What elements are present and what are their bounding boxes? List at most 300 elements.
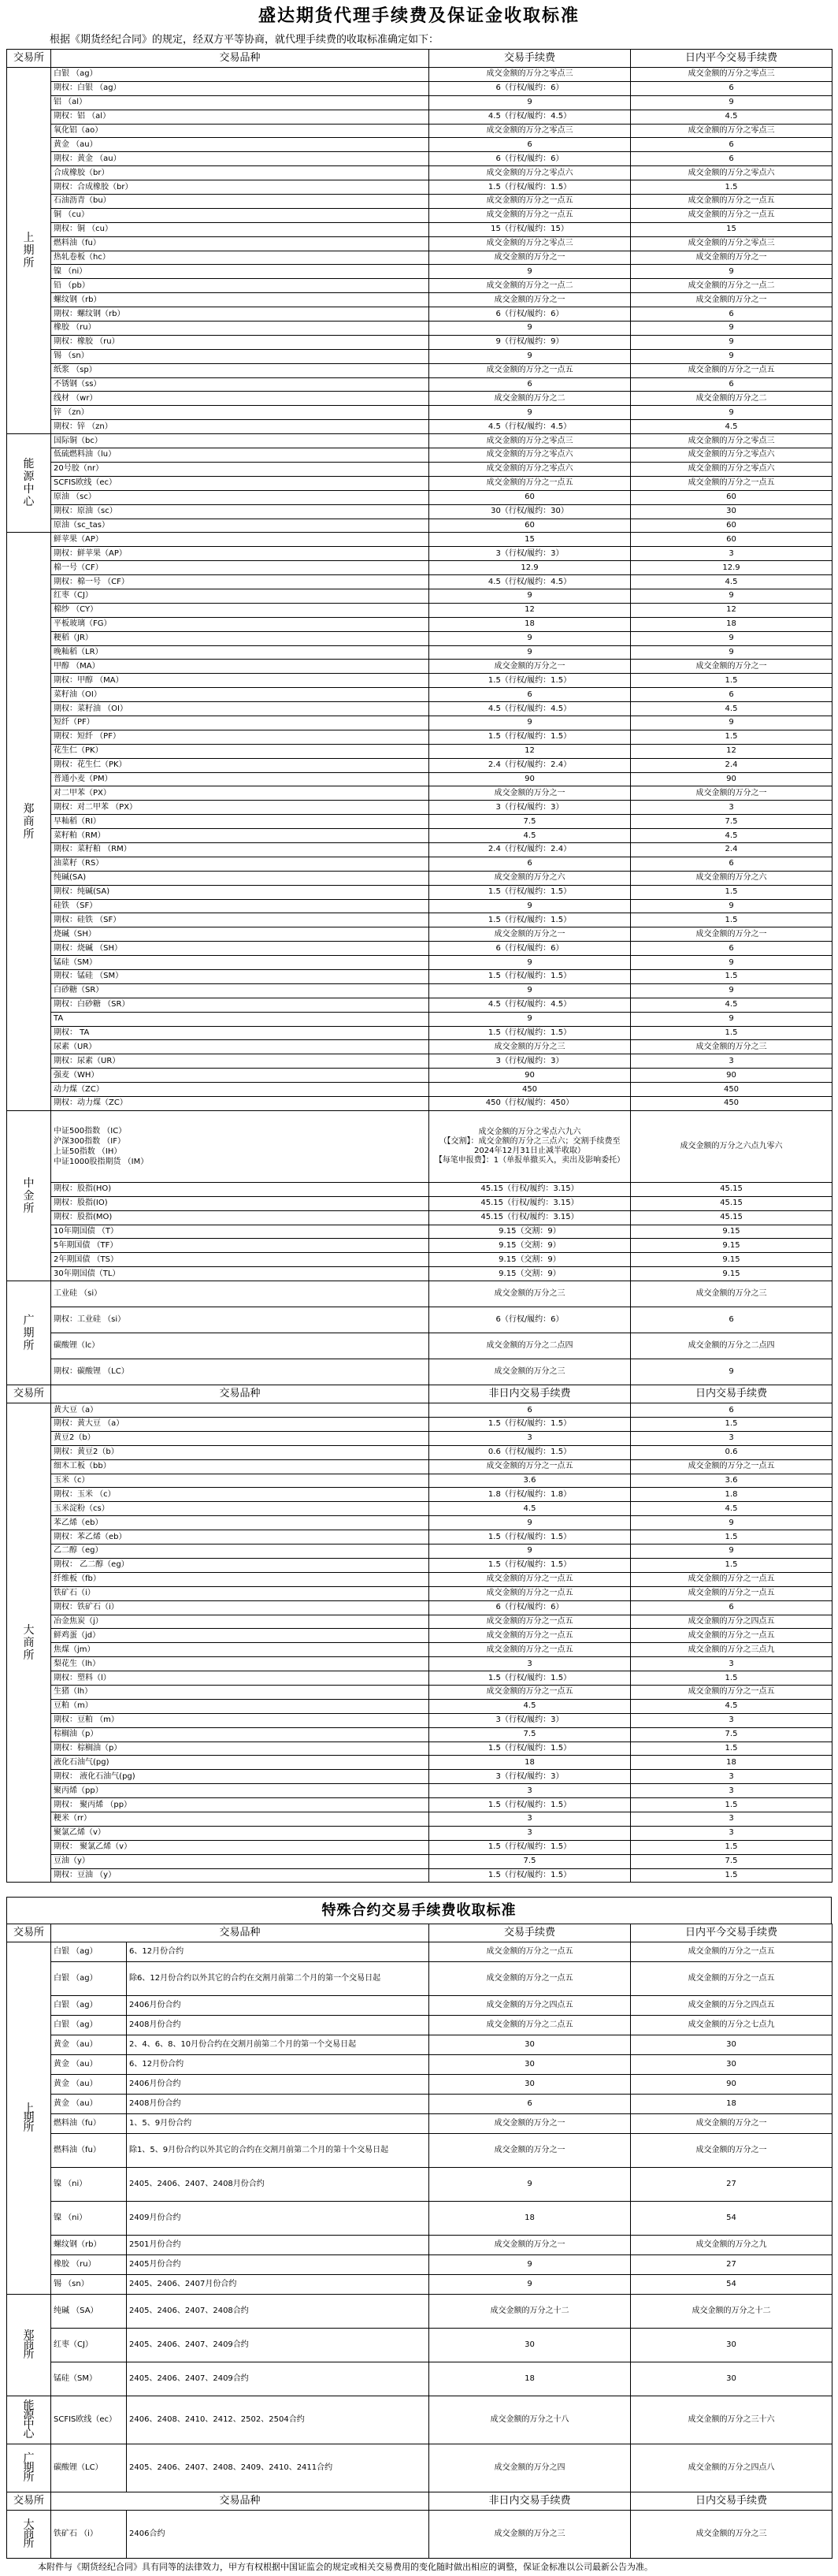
fee-cell: 1.8（行权/履约：1.8） bbox=[429, 1488, 631, 1502]
fee-cell: 成交金额的万分之一点五 bbox=[429, 195, 631, 209]
product-cell: 菜籽油（OI） bbox=[51, 688, 429, 702]
intraday-fee-cell: 1.5 bbox=[631, 180, 832, 195]
fee-cell: 1.5（行权/履约：1.5） bbox=[429, 1671, 631, 1686]
table-row bbox=[7, 1996, 832, 2016]
intraday-fee-cell: 30 bbox=[631, 2329, 832, 2362]
fee-cell: 成交金额的万分之一点五 bbox=[429, 1629, 631, 1643]
intraday-fee-cell: 成交金额的万分之四点五 bbox=[631, 1996, 832, 2016]
intraday-fee-cell: 27 bbox=[631, 2168, 832, 2202]
fee-cell: 3 bbox=[429, 1784, 631, 1798]
intraday-fee-cell: 3 bbox=[631, 1784, 832, 1798]
intraday-fee-cell: 3 bbox=[631, 547, 832, 561]
product-cell: 碳酸锂（lc） bbox=[51, 1333, 429, 1359]
table-row bbox=[7, 152, 832, 166]
product-cell: 期权：烧碱 （SH） bbox=[51, 942, 429, 956]
fee-cell: 45.15（行权/履约：3.15） bbox=[429, 1182, 631, 1196]
contract-cell: 2405、2406、2407、2409合约 bbox=[127, 2329, 429, 2362]
fee-cell: 18 bbox=[429, 617, 631, 631]
product-cell: 平板玻璃（FG） bbox=[51, 617, 429, 631]
product-cell: 花生仁（PK） bbox=[51, 744, 429, 758]
intraday-fee-cell: 1.5 bbox=[631, 1741, 832, 1756]
product-cell: 铅 （pb） bbox=[51, 279, 429, 293]
table-row bbox=[7, 829, 832, 843]
intraday-fee-cell: 成交金额的万分之一点五 bbox=[631, 1942, 832, 1962]
intraday-fee-cell: 3 bbox=[631, 1826, 832, 1840]
table-row bbox=[7, 293, 832, 307]
table-row bbox=[7, 1040, 832, 1054]
intraday-fee-cell: 成交金额的万分之七点九 bbox=[631, 2016, 832, 2035]
product-cell: 热轧卷板（hc） bbox=[51, 251, 429, 265]
table-row bbox=[7, 1558, 832, 1572]
product-cell: 期权：对二甲苯 （PX） bbox=[51, 801, 429, 815]
table-row bbox=[7, 180, 832, 195]
fee-cell: 6 bbox=[429, 138, 631, 152]
intraday-fee-cell: 成交金额的万分之一点五 bbox=[631, 1586, 832, 1600]
fee-cell: 4.5 bbox=[429, 1502, 631, 1516]
product-cell: 甲醇 （MA） bbox=[51, 660, 429, 674]
intraday-fee-cell: 1.5 bbox=[631, 1840, 832, 1854]
fee-cell: 成交金额的万分之一 bbox=[429, 293, 631, 307]
header-intraday: 日内平今交易手续费 bbox=[631, 1924, 832, 1942]
intraday-fee-cell: 成交金额的万分之一点五 bbox=[631, 1629, 832, 1643]
intraday-fee-cell: 6 bbox=[631, 138, 832, 152]
product-cell: 原油（sc_tas） bbox=[51, 519, 429, 533]
fee-cell: 成交金额的万分之一点五 bbox=[429, 1459, 631, 1474]
product-cell: 国际铜（bc） bbox=[51, 434, 429, 448]
fee-cell: 成交金额的万分之零点六 bbox=[429, 462, 631, 476]
fee-cell: 成交金额的万分之一 bbox=[429, 927, 631, 942]
table-row bbox=[7, 688, 832, 702]
page-title: 盛达期货代理手续费及保证金收取标准 bbox=[258, 6, 580, 26]
exchange-cell: 能 源 中 心 bbox=[7, 2396, 51, 2444]
table-row bbox=[7, 575, 832, 589]
product-cell: 冶金焦炭（j） bbox=[51, 1615, 429, 1629]
intraday-fee-cell: 1.8 bbox=[631, 1488, 832, 1502]
table-row bbox=[7, 2114, 832, 2134]
intraday-fee-cell: 成交金额的万分之一 bbox=[631, 660, 832, 674]
table-row bbox=[7, 349, 832, 363]
product-cell: 锰硅（SM） bbox=[51, 956, 429, 970]
fee-cell: 成交金额的万分之零点六 bbox=[429, 166, 631, 180]
fee-cell: 9 bbox=[429, 716, 631, 730]
intraday-fee-cell: 18 bbox=[631, 2095, 832, 2114]
table-row bbox=[7, 645, 832, 660]
table-row bbox=[7, 1474, 832, 1488]
product-cell: 期权：白砂糖 （SR） bbox=[51, 998, 429, 1012]
product-cell: 螺纹钢（rb） bbox=[51, 293, 429, 307]
table-row bbox=[7, 195, 832, 209]
exchange-cell: 能 源 中 心 bbox=[7, 434, 51, 533]
fee-cell: 成交金额的万分之三 bbox=[429, 1040, 631, 1054]
table-row bbox=[7, 942, 832, 956]
intraday-fee-cell: 27 bbox=[631, 2255, 832, 2275]
intraday-fee-cell: 9 bbox=[631, 631, 832, 645]
product-cell: 棉纱 （CY） bbox=[51, 603, 429, 617]
intraday-fee-cell: 6 bbox=[631, 942, 832, 956]
exchange-cell: 郑 商 所 bbox=[7, 2295, 51, 2396]
table-row bbox=[7, 1685, 832, 1699]
fee-cell: 成交金额的万分之一点五 bbox=[429, 476, 631, 490]
product-cell: 期权：铝 （al） bbox=[51, 110, 429, 124]
table-row bbox=[7, 68, 832, 82]
intraday-fee-cell: 4.5 bbox=[631, 1502, 832, 1516]
table-row bbox=[7, 236, 832, 251]
product-cell: 线材 （wr） bbox=[51, 392, 429, 406]
table-row bbox=[7, 1530, 832, 1544]
fee-cell: 9 bbox=[429, 645, 631, 660]
fee-cell: 6 bbox=[429, 2095, 631, 2114]
product-cell: 工业硅 （si） bbox=[51, 1281, 429, 1307]
table-row bbox=[7, 871, 832, 885]
table-row bbox=[7, 322, 832, 336]
intraday-fee-cell: 6 bbox=[631, 688, 832, 702]
fee-cell: 成交金额的万分之二点五 bbox=[429, 2016, 631, 2035]
fee-cell: 6 bbox=[429, 1403, 631, 1418]
intraday-fee-cell: 45.15 bbox=[631, 1182, 832, 1196]
fee-cell: 3（行权/履约：3） bbox=[429, 801, 631, 815]
product-cell: 石油沥青（bu） bbox=[51, 195, 429, 209]
fee-cell: 9 bbox=[429, 349, 631, 363]
intraday-fee-cell: 18 bbox=[631, 617, 832, 631]
table-row bbox=[7, 462, 832, 476]
fee-cell: 15（行权/履约：15） bbox=[429, 222, 631, 236]
contract-cell: 2406月份合约 bbox=[127, 1996, 429, 2016]
product-cell: 锰硅（SM） bbox=[51, 2362, 127, 2396]
exchange-cell: 郑 商 所 bbox=[7, 533, 51, 1111]
product-cell: 镍 （ni） bbox=[51, 2202, 127, 2236]
intraday-fee-cell: 成交金额的万分之一点五 bbox=[631, 1459, 832, 1474]
table-row bbox=[7, 1083, 832, 1097]
product-cell: SCFIS欧线（ec） bbox=[51, 2396, 127, 2444]
product-cell: 纯碱 （SA） bbox=[51, 2295, 127, 2329]
table-header-row bbox=[7, 1385, 832, 1403]
product-cell: 动力煤（ZC） bbox=[51, 1083, 429, 1097]
intraday-fee-cell: 7.5 bbox=[631, 1727, 832, 1741]
intraday-fee-cell: 0.6 bbox=[631, 1445, 832, 1459]
product-cell: 镍 （ni） bbox=[51, 265, 429, 279]
intraday-fee-cell: 4.5 bbox=[631, 575, 832, 589]
product-cell: 锡 （sn） bbox=[51, 2275, 127, 2295]
fee-cell: 成交金额的万分之一 bbox=[429, 251, 631, 265]
product-cell: 锌 （zn） bbox=[51, 406, 429, 420]
table-row bbox=[7, 1643, 832, 1657]
table-row bbox=[7, 1431, 832, 1445]
table-row bbox=[7, 744, 832, 758]
fee-cell: 1.5（行权/履约：1.5） bbox=[429, 1840, 631, 1854]
contract-cell: 除1、5、9月份合约以外其它的合约在交割月前第二个月的第十个交易日起 bbox=[127, 2134, 429, 2168]
fee-cell: 9 bbox=[429, 589, 631, 603]
product-cell: 早籼稻（RI） bbox=[51, 815, 429, 829]
fee-cell: 7.5 bbox=[429, 1854, 631, 1868]
table-row bbox=[7, 2134, 832, 2168]
table-row bbox=[7, 1403, 832, 1418]
fee-cell: 4.5 bbox=[429, 829, 631, 843]
table-row bbox=[7, 1544, 832, 1559]
contract-cell: 2409月份合约 bbox=[127, 2202, 429, 2236]
intraday-fee-cell: 成交金额的万分之四点八 bbox=[631, 2444, 832, 2492]
table-row bbox=[7, 2295, 832, 2329]
intraday-fee-cell: 1.5 bbox=[631, 885, 832, 899]
exchange-cell: 广 期 所 bbox=[7, 2444, 51, 2492]
table-row bbox=[7, 1026, 832, 1040]
product-cell: 期权：铁矿石（i） bbox=[51, 1600, 429, 1615]
index-product: 上证50指数 （IH） bbox=[54, 1147, 122, 1156]
index-product: 沪深300指数 （IF） bbox=[54, 1136, 125, 1146]
intraday-fee-cell: 1.5 bbox=[631, 1418, 832, 1432]
table-row bbox=[7, 406, 832, 420]
table-row bbox=[7, 970, 832, 984]
table-row bbox=[7, 265, 832, 279]
table-row bbox=[7, 2329, 832, 2362]
table-row bbox=[7, 885, 832, 899]
product-cell: 期权：碳酸锂 （LC） bbox=[51, 1359, 429, 1385]
intraday-fee-cell: 成交金额的万分之一 bbox=[631, 786, 832, 801]
fee-cell: 2.4（行权/履约：2.4） bbox=[429, 758, 631, 772]
contract-cell: 2501月份合约 bbox=[127, 2236, 429, 2255]
table-row bbox=[7, 335, 832, 349]
product-cell: 期权：工业硅 （si） bbox=[51, 1307, 429, 1333]
product-cell: 期权：合成橡胶（br） bbox=[51, 180, 429, 195]
product-cell: 豆粕（m） bbox=[51, 1699, 429, 1713]
fee-cell: 成交金额的万分之十二 bbox=[429, 2295, 631, 2329]
exchange-cell: 广 期 所 bbox=[7, 1281, 51, 1385]
fee-cell: 9 bbox=[429, 1516, 631, 1530]
product-cell: 红枣（CJ） bbox=[51, 589, 429, 603]
product-cell: 普通小麦（PM） bbox=[51, 772, 429, 786]
intraday-fee-cell: 成交金额的万分之一 bbox=[631, 293, 832, 307]
product-cell: 白银 （ag） bbox=[51, 1942, 127, 1962]
table-row bbox=[7, 1840, 832, 1854]
product-cell: 氧化铝（ao） bbox=[51, 124, 429, 138]
intraday-fee-cell: 9 bbox=[631, 349, 832, 363]
intraday-fee-cell: 4.5 bbox=[631, 702, 832, 716]
main-table-body bbox=[7, 68, 832, 1883]
fee-cell: 30 bbox=[429, 2329, 631, 2362]
fee-cell: 1.5（行权/履约：1.5） bbox=[429, 1741, 631, 1756]
intraday-fee-cell: 54 bbox=[631, 2202, 832, 2236]
intraday-fee-cell: 9 bbox=[631, 1359, 832, 1385]
table-row bbox=[7, 222, 832, 236]
header-fee: 交易手续费 bbox=[429, 50, 631, 68]
intraday-fee-cell: 3 bbox=[631, 1770, 832, 1784]
fee-cell: 9.15（交割：9） bbox=[429, 1267, 631, 1281]
table-row bbox=[7, 504, 832, 519]
fee-cell: 4.5（行权/履约：4.5） bbox=[429, 702, 631, 716]
product-cell: 豆油（y） bbox=[51, 1854, 429, 1868]
product-cell: 期权：苯乙烯（eb） bbox=[51, 1530, 429, 1544]
intraday-fee-cell: 6 bbox=[631, 377, 832, 392]
intraday-fee-cell: 3 bbox=[631, 801, 832, 815]
table-row bbox=[7, 2095, 832, 2114]
intraday-fee-cell: 12 bbox=[631, 744, 832, 758]
product-cell: 白银 （ag） bbox=[51, 1962, 127, 1996]
fee-cell: 9.15（交割：9） bbox=[429, 1253, 631, 1267]
intraday-fee-cell: 1.5 bbox=[631, 1530, 832, 1544]
header-fee: 交易手续费 bbox=[429, 1924, 631, 1942]
fee-cell: 1.5（行权/履约：1.5） bbox=[429, 885, 631, 899]
table-row bbox=[7, 1586, 832, 1600]
table-row bbox=[7, 758, 832, 772]
product-cell: 期权：动力煤（ZC） bbox=[51, 1097, 429, 1111]
product-cell: 聚丙烯（pp） bbox=[51, 1784, 429, 1798]
intraday-fee-cell: 成交金额的万分之六点九零六 bbox=[631, 1110, 832, 1182]
product-cell: 油菜籽（RS） bbox=[51, 857, 429, 871]
intraday-fee-cell: 4.5 bbox=[631, 110, 832, 124]
table-row bbox=[7, 702, 832, 716]
table-row bbox=[7, 1713, 832, 1727]
intraday-fee-cell: 成交金额的万分之一 bbox=[631, 927, 832, 942]
table-row bbox=[7, 1418, 832, 1432]
index-product: 中证1000股指期货 （IM） bbox=[54, 1157, 149, 1166]
table-row bbox=[7, 1600, 832, 1615]
table-row bbox=[7, 617, 832, 631]
intraday-fee-cell: 9 bbox=[631, 589, 832, 603]
intraday-fee-cell: 9 bbox=[631, 406, 832, 420]
fee-cell: 90 bbox=[429, 772, 631, 786]
intraday-fee-cell: 成交金额的万分之二 bbox=[631, 392, 832, 406]
product-cell: 液化石油气(pg) bbox=[51, 1756, 429, 1770]
fee-cell: 18 bbox=[429, 2202, 631, 2236]
fee-cell: 成交金额的万分之零点三 bbox=[429, 236, 631, 251]
table-row bbox=[7, 519, 832, 533]
fee-cell: 3 bbox=[429, 1826, 631, 1840]
fee-cell: 12.9 bbox=[429, 561, 631, 575]
intraday-fee-cell: 9 bbox=[631, 322, 832, 336]
fee-cell: 成交金额的万分之四点五 bbox=[429, 1996, 631, 2016]
product-cell: 2年期国债 （TS） bbox=[51, 1253, 429, 1267]
header-product: 交易品种 bbox=[51, 1385, 429, 1403]
product-cell: 期权：塑料（l） bbox=[51, 1671, 429, 1686]
intraday-fee-cell: 450 bbox=[631, 1097, 832, 1111]
intraday-fee-cell: 45.15 bbox=[631, 1196, 832, 1210]
fee-cell: 成交金额的万分之一点五 bbox=[429, 1685, 631, 1699]
product-cell: 菜籽粕（RM） bbox=[51, 829, 429, 843]
table-row bbox=[7, 1196, 832, 1210]
intraday-fee-cell: 4.5 bbox=[631, 829, 832, 843]
table-row bbox=[7, 1854, 832, 1868]
product-cell: 期权：尿素（UR） bbox=[51, 1054, 429, 1069]
table-row bbox=[7, 998, 832, 1012]
table-row bbox=[7, 589, 832, 603]
fee-cell: 3 bbox=[429, 1657, 631, 1671]
table-row bbox=[7, 208, 832, 222]
fee-cell: 成交金额的万分之一点五 bbox=[429, 1586, 631, 1600]
index-product: 中证500指数 （IC） bbox=[54, 1126, 127, 1136]
fee-cell: 成交金额的万分之零点三 bbox=[429, 434, 631, 448]
intraday-fee-cell: 60 bbox=[631, 533, 832, 547]
intraday-fee-cell: 3 bbox=[631, 1431, 832, 1445]
table-row bbox=[7, 2168, 832, 2202]
fee-cell: 7.5 bbox=[429, 1727, 631, 1741]
intraday-fee-cell: 成交金额的万分之三 bbox=[631, 1281, 832, 1307]
fee-cell: 9.15（交割：9） bbox=[429, 1225, 631, 1239]
intraday-fee-cell: 成交金额的万分之一 bbox=[631, 251, 832, 265]
intraday-fee-cell: 9.15 bbox=[631, 1239, 832, 1253]
fee-cell: 成交金额的万分之零点六九六 （【交割】：成交金额的万分之三点六；交割手续费至2024年12月31日止减半收取） 【每笔申报费】：1（单报单撤买入，卖出及影响委托） bbox=[429, 1110, 631, 1182]
product-cell: 期权：玉米 （c） bbox=[51, 1488, 429, 1502]
fee-cell: 9 bbox=[429, 899, 631, 913]
table-row bbox=[7, 1502, 832, 1516]
table-row bbox=[7, 660, 832, 674]
fee-cell: 1.5（行权/履约：1.5） bbox=[429, 1868, 631, 1883]
table-row bbox=[7, 1812, 832, 1826]
product-cell: 期权：黄大豆 （a） bbox=[51, 1418, 429, 1432]
fee-cell: 1.5（行权/履约：1.5） bbox=[429, 913, 631, 927]
table-row bbox=[7, 716, 832, 730]
header-product: 交易品种 bbox=[51, 1924, 429, 1942]
table-row bbox=[7, 363, 832, 377]
product-cell: 燃料油（fu） bbox=[51, 236, 429, 251]
table-row bbox=[7, 815, 832, 829]
intraday-fee-cell: 9 bbox=[631, 645, 832, 660]
product-cell: 纸浆 （sp） bbox=[51, 363, 429, 377]
intraday-fee-cell: 成交金额的万分之一点五 bbox=[631, 208, 832, 222]
intraday-fee-cell: 成交金额的万分之零点三 bbox=[631, 434, 832, 448]
table-row bbox=[7, 1281, 832, 1307]
fee-cell: 0.6（行权/履约：1.5） bbox=[429, 1445, 631, 1459]
table-row bbox=[7, 1629, 832, 1643]
table-row bbox=[7, 2055, 832, 2075]
contract-cell: 2405、2406、2407、2408合约 bbox=[127, 2295, 429, 2329]
fee-cell: 6 bbox=[429, 377, 631, 392]
product-cell: 鲜苹果（AP） bbox=[51, 533, 429, 547]
table-row bbox=[7, 801, 832, 815]
fee-cell: 9 bbox=[429, 2275, 631, 2295]
fee-cell: 成交金额的万分之二点四 bbox=[429, 1333, 631, 1359]
table-row bbox=[7, 1962, 832, 1996]
intraday-fee-cell: 成交金额的万分之零点三 bbox=[631, 124, 832, 138]
exchange-cell: 上 期 所 bbox=[7, 1942, 51, 2295]
table-row bbox=[7, 786, 832, 801]
fee-cell: 6 bbox=[429, 688, 631, 702]
fee-cell: 4.5 bbox=[429, 1699, 631, 1713]
table-row bbox=[7, 2016, 832, 2035]
exchange-cell: 大 商 所 bbox=[7, 2511, 51, 2559]
intraday-fee-cell: 3.6 bbox=[631, 1474, 832, 1488]
product-cell: 期权：股指(MO) bbox=[51, 1210, 429, 1225]
product-cell: 镍 （ni） bbox=[51, 2168, 127, 2202]
fee-cell: 成交金额的万分之零点六 bbox=[429, 448, 631, 463]
table-row bbox=[7, 1333, 832, 1359]
contract-cell: 1、5、9月份合约 bbox=[127, 2114, 429, 2134]
fee-cell: 成交金额的万分之一点二 bbox=[429, 279, 631, 293]
fee-cell: 45.15（行权/履约：3.15） bbox=[429, 1210, 631, 1225]
table-row bbox=[7, 1488, 832, 1502]
product-cell: 期权： 乙二醇（eg） bbox=[51, 1558, 429, 1572]
intraday-fee-cell: 90 bbox=[631, 2075, 832, 2095]
product-cell: 白砂糖（SR） bbox=[51, 983, 429, 998]
product-cell: 期权：白银 （ag） bbox=[51, 81, 429, 95]
table-row bbox=[7, 2236, 832, 2255]
table-row bbox=[7, 2444, 832, 2492]
product-cell: 梨花生（lh） bbox=[51, 1657, 429, 1671]
header-exchange: 交易所 bbox=[7, 1924, 51, 1942]
fee-cell: 成交金额的万分之一 bbox=[429, 2114, 631, 2134]
product-cell: 合成橡胶（br） bbox=[51, 166, 429, 180]
product-cell: 螺纹钢（rb） bbox=[51, 2236, 127, 2255]
intraday-fee-cell: 9 bbox=[631, 716, 832, 730]
fee-cell: 15 bbox=[429, 533, 631, 547]
fee-cell: 2.4（行权/履约：2.4） bbox=[429, 842, 631, 857]
fee-cell: 9（行权/履约：9） bbox=[429, 335, 631, 349]
fee-cell: 1.5（行权/履约：1.5） bbox=[429, 180, 631, 195]
product-cell: 期权：鲜苹果（AP） bbox=[51, 547, 429, 561]
product-cell: 期权：橡胶 （ru） bbox=[51, 335, 429, 349]
table-row bbox=[7, 674, 832, 688]
table-row bbox=[7, 1770, 832, 1784]
intraday-fee-cell: 1.5 bbox=[631, 1798, 832, 1812]
intraday-fee-cell: 成交金额的万分之零点三 bbox=[631, 236, 832, 251]
